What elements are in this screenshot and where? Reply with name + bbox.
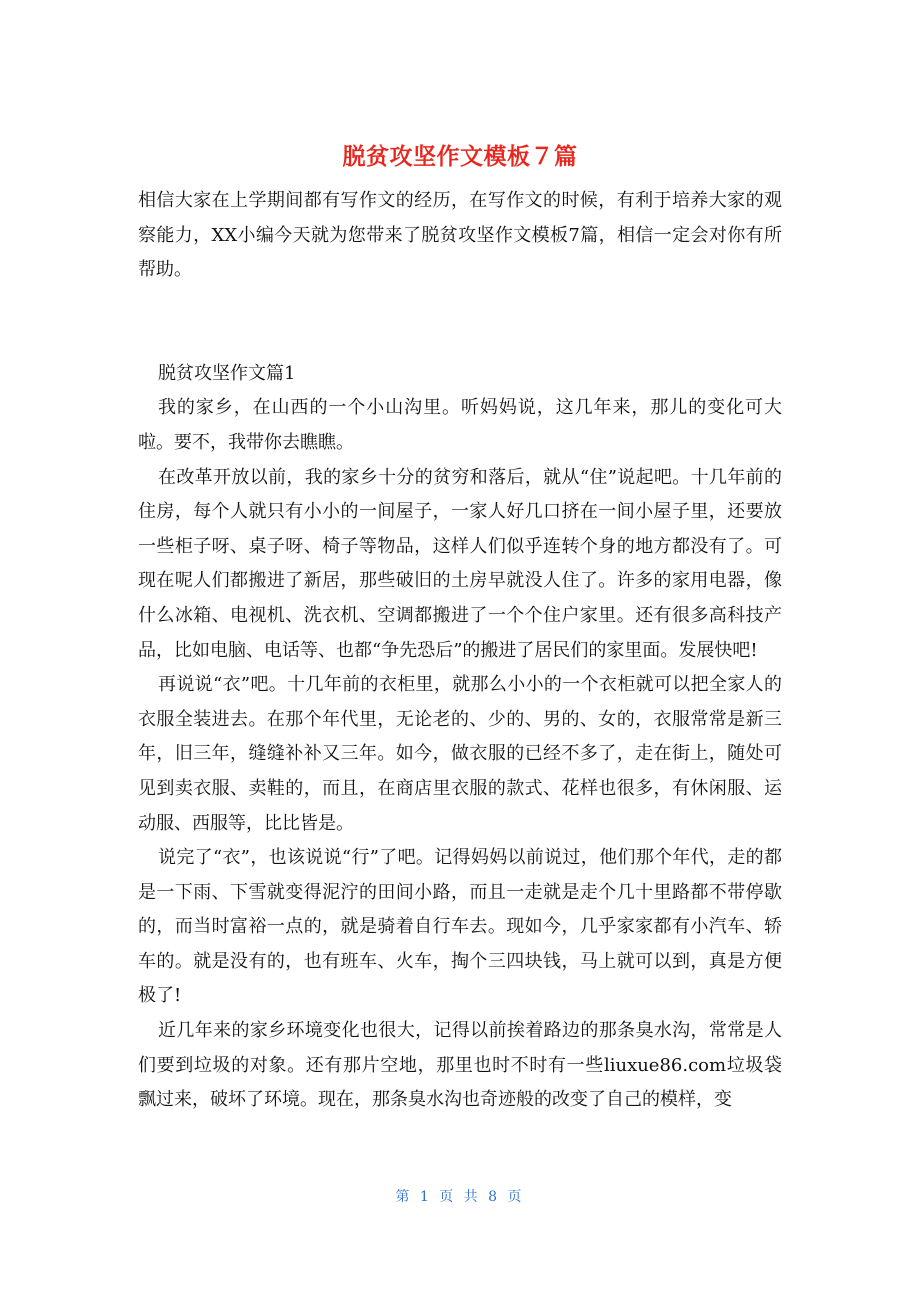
document-body: [138, 184, 782, 1118]
paragraph-spacer: [138, 288, 782, 357]
body-paragraph-3: 再说说“衣”吧。十几年前的衣柜里，就那么小小的一个衣柜就可以把全家人的衣服全装进去。在那个年代里，无论老的、少的、男的、女的，衣服常常是新三年，旧三年，缝缝补补又三年。如今，做衣服的已经不多了，走在街上，随处可见到卖衣服、卖鞋的，而且，在商店里衣服的款式、花样也很多，有休闲服、运动服、西服等，比比皆是。: [138, 674, 782, 834]
body-paragraph-5: 近几年来的家乡环境变化也很大，记得以前挨着路边的那条臭水沟，常常是人们要到垃圾的对象。还有那片空地，那里也时不时有一些liuxue86.com垃圾袋飘过来，破坏了环境。现在，那条臭水沟也奇迹般的改变了自己的模样，变: [138, 1020, 782, 1111]
body-paragraph-2: 在改革开放以前，我的家乡十分的贫穷和落后，就从“住”说起吧。十几年前的住房，每个人就只有小小的一间屋子，一家人好几口挤在一间小屋子里，还要放一些柜子呀、桌子呀、椅子等物品，这样人们似乎连转个身的地方都没有了。可现在呢人们都搬进了新居，那些破旧的土房早就没人住了。许多的家用电器，像什么冰箱、电视机、洗衣机、空调都搬进了一个个住户家里。还有很多高科技产品，比如电脑、电话等、也都“争先恐后”的搬进了居民们的家里面。发展快吧!: [138, 466, 782, 661]
document-title: 脱贫攻坚作文模板７篇: [342, 144, 578, 170]
page-footer: [0, 1186, 920, 1208]
body-paragraph-1: 我的家乡，在山西的一个小山沟里。听妈妈说，这几年来，那儿的变化可大啦。要不，我带你去瞧瞧。: [138, 397, 782, 453]
body-paragraph-4: 说完了“衣”，也该说说“行”了吧。记得妈妈以前说过，他们那个年代，走的都是一下雨、下雪就变得泥泞的田间小路，而且一走就是走个几十里路都不带停歇的，而当时富裕一点的，就是骑着自行车去。现如今，几乎家家都有小汽车、轿车的。就是没有的，也有班车、火车，掏个三四块钱，马上就可以到，真是方便极了!: [138, 847, 782, 1007]
intro-paragraph: 相信大家在上学期间都有写作文的经历，在写作文的时候，有利于培养大家的观察能力，XX小编今天就为您带来了脱贫攻坚作文模板7篇，相信一定会对你有所帮助。: [138, 190, 782, 281]
page-number-indicator: 第 1 页 共 8 页: [395, 1189, 525, 1205]
section-heading: 脱贫攻坚作文篇1: [158, 362, 296, 384]
